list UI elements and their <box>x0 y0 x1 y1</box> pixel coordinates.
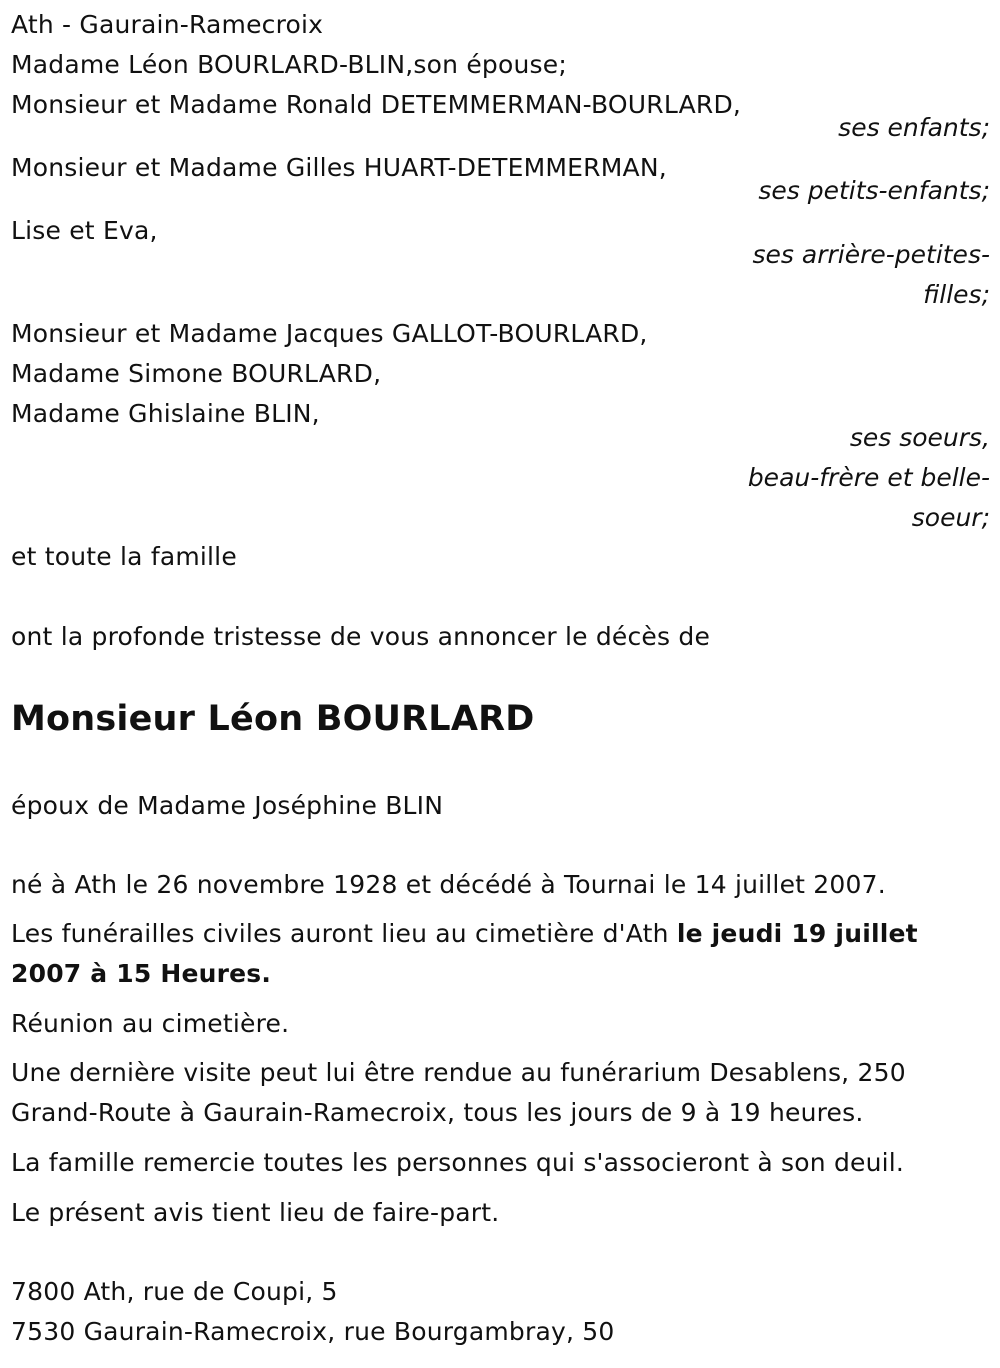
funeral-text: Les funérailles civiles auront lieu au cimetière d'Ath <box>11 919 677 948</box>
announcement: ont la profonde tristesse de vous annoncer le décès de <box>11 622 711 651</box>
visit-line-1: Une dernière visite peut lui être rendue au funérarium Desablens, 250 <box>11 1058 906 1087</box>
visit-line-2: Grand-Route à Gaurain-Ramecroix, tous les jours de 9 à 19 heures. <box>11 1098 864 1127</box>
address-2: 7530 Gaurain-Ramecroix, rue Bourgambray, 50 <box>11 1317 615 1346</box>
funeral-date-1: le jeudi 19 juillet <box>676 919 918 948</box>
siblings-role-1: ses soeurs, <box>849 423 990 452</box>
sibling-line-1: Monsieur et Madame Jacques GALLOT-BOURLARD, <box>11 319 648 348</box>
spouse-line: Madame Léon BOURLARD-BLIN,son épouse; <box>11 50 567 79</box>
great-grandchildren-role-1: ses arrière-petites- <box>752 240 990 269</box>
meeting: Réunion au cimetière. <box>11 1009 290 1038</box>
deceased-name: Monsieur Léon BOURLARD <box>11 699 535 739</box>
sibling-line-3: Madame Ghislaine BLIN, <box>11 399 320 428</box>
notice: Le présent avis tient lieu de faire-part. <box>11 1198 500 1227</box>
child-line: Monsieur et Madame Ronald DETEMMERMAN-BOURLARD, <box>11 90 742 119</box>
address-1: 7800 Ath, rue de Coupi, 5 <box>11 1277 338 1306</box>
children-role: ses enfants; <box>838 113 990 142</box>
grandchild-line: Monsieur et Madame Gilles HUART-DETEMMERMAN, <box>11 153 667 182</box>
spouse-of: époux de Madame Joséphine BLIN <box>11 791 444 820</box>
thanks: La famille remercie toutes les personnes qui s'associeront à son deuil. <box>11 1148 905 1177</box>
funeral-date-2: 2007 à 15 Heures. <box>11 959 272 988</box>
sibling-line-2: Madame Simone BOURLARD, <box>11 359 382 388</box>
birth-death: né à Ath le 26 novembre 1928 et décédé à Tournai le 14 juillet 2007. <box>11 870 886 899</box>
family-line: et toute la famille <box>11 542 237 571</box>
siblings-role-3: soeur; <box>911 503 990 532</box>
great-grandchildren-role-2: filles; <box>923 280 990 309</box>
great-grandchildren-line: Lise et Eva, <box>11 216 158 245</box>
siblings-role-2: beau-frère et belle- <box>747 463 990 492</box>
grandchildren-role: ses petits-enfants; <box>758 176 990 205</box>
funeral-line <box>11 914 918 954</box>
location-header: Ath - Gaurain-Ramecroix <box>11 10 324 39</box>
